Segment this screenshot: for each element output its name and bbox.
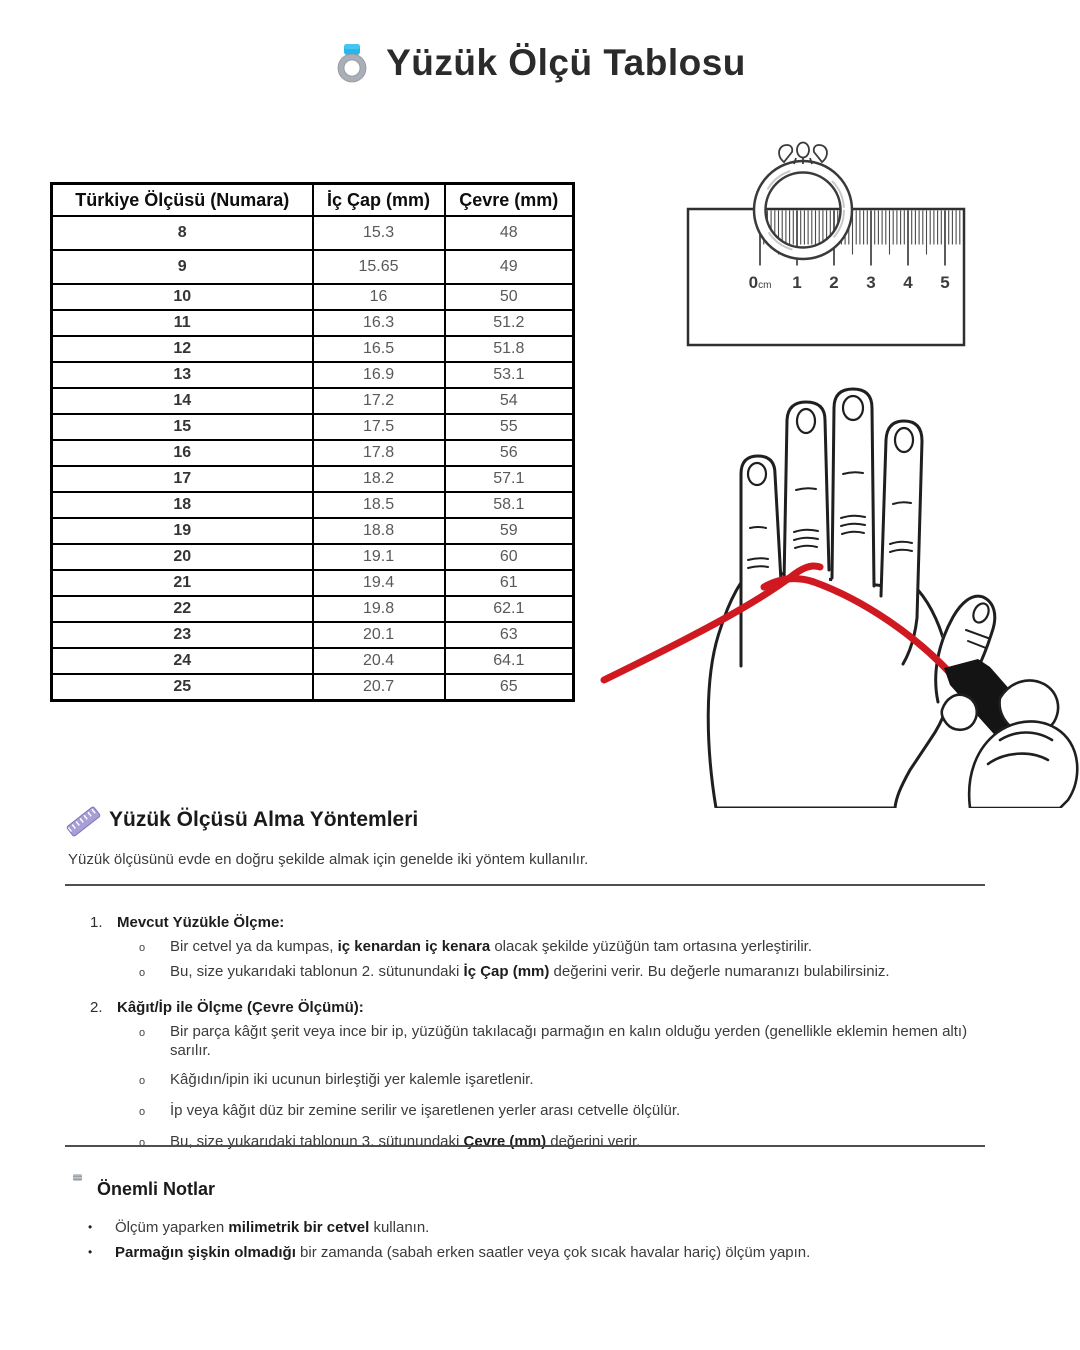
- size-number-cell: 25: [52, 674, 313, 701]
- notes-list: [88, 1218, 1008, 1268]
- method-bullet: o Bir parça kâğıt şerit veya ince bir ip, yüzüğün takılacağı parmağın en kalın olduğu yerden (genellikle eklemin hemen altı) sarılır.: [139, 1023, 968, 1059]
- table-row: [52, 570, 574, 596]
- ring-on-ruler-illustration: [680, 128, 1070, 358]
- note-bullet: • Ölçüm yaparken milimetrik bir cetvel kullanın.: [88, 1219, 430, 1236]
- size-number-cell: 19: [52, 518, 313, 544]
- table-row: [52, 596, 574, 622]
- circumference-cell: 59: [445, 518, 574, 544]
- size-number-cell: 10: [52, 284, 313, 310]
- circumference-cell: 55: [445, 414, 574, 440]
- svg-text:4: 4: [903, 273, 913, 292]
- circumference-cell: 48: [445, 216, 574, 250]
- notes-heading: Önemli Notlar: [97, 1178, 216, 1199]
- size-number-cell: 13: [52, 362, 313, 388]
- page-title-bar: [0, 42, 1080, 84]
- inner-diameter-cell: 18.2: [313, 466, 445, 492]
- methods-heading-row: [68, 805, 418, 835]
- table-row: [52, 310, 574, 336]
- col-header-size: Türkiye Ölçüsü (Numara): [52, 184, 313, 217]
- method-bullet: o İp veya kâğıt düz bir zemine serilir ve işaretlenen yerler arası cetvelle ölçülür.: [139, 1102, 681, 1119]
- inner-diameter-cell: 19.8: [313, 596, 445, 622]
- circumference-cell: 54: [445, 388, 574, 414]
- size-table-body: [52, 216, 574, 701]
- size-number-cell: 17: [52, 466, 313, 492]
- size-number-cell: 8: [52, 216, 313, 250]
- inner-diameter-cell: 16.9: [313, 362, 445, 388]
- table-row: [52, 250, 574, 284]
- table-row: [52, 284, 574, 310]
- method-item: [90, 914, 990, 983]
- svg-text:5: 5: [940, 273, 950, 292]
- table-row: [52, 336, 574, 362]
- inner-diameter-cell: 20.1: [313, 622, 445, 648]
- svg-text:1: 1: [792, 273, 802, 292]
- circumference-cell: 63: [445, 622, 574, 648]
- col-header-inner-diameter: İç Çap (mm): [313, 184, 445, 217]
- circumference-cell: 61: [445, 570, 574, 596]
- table-row: [52, 518, 574, 544]
- note-bullet: • Parmağın şişkin olmadığı bir zamanda (sabah erken saatler veya çok sıcak havalar hariç) ölçüm yapın.: [88, 1244, 811, 1261]
- size-number-cell: 12: [52, 336, 313, 362]
- size-number-cell: 14: [52, 388, 313, 414]
- circumference-cell: 56: [445, 440, 574, 466]
- circumference-cell: 49: [445, 250, 574, 284]
- method-title: 2. Kâğıt/İp ile Ölçme (Çevre Ölçümü):: [90, 999, 364, 1016]
- circumference-cell: 60: [445, 544, 574, 570]
- circumference-cell: 57.1: [445, 466, 574, 492]
- circumference-cell: 50: [445, 284, 574, 310]
- inner-diameter-cell: 19.4: [313, 570, 445, 596]
- table-header-row: [52, 184, 574, 217]
- method-bullet: o Bu, size yukarıdaki tablonun 3. sütunundaki Çevre (mm) değerini verir.: [139, 1133, 641, 1150]
- inner-diameter-cell: 17.5: [313, 414, 445, 440]
- methods-heading: Yüzük Ölçüsü Alma Yöntemleri: [109, 808, 419, 831]
- col-header-circumference: Çevre (mm): [445, 184, 574, 217]
- lightbulb-icon: [68, 1176, 86, 1202]
- page-title: Yüzük Ölçü Tablosu: [386, 42, 746, 83]
- notes-heading-row: [68, 1176, 215, 1202]
- methods-intro: Yüzük ölçüsünü evde en doğru şekilde almak için genelde iki yöntem kullanılır.: [68, 851, 589, 868]
- svg-text:3: 3: [866, 273, 876, 292]
- inner-diameter-cell: 18.8: [313, 518, 445, 544]
- inner-diameter-cell: 20.4: [313, 648, 445, 674]
- circumference-cell: 62.1: [445, 596, 574, 622]
- table-row: [52, 622, 574, 648]
- section-divider: [65, 884, 985, 886]
- table-row: [52, 648, 574, 674]
- size-number-cell: 22: [52, 596, 313, 622]
- method-title: 1. Mevcut Yüzükle Ölçme:: [90, 914, 285, 931]
- size-number-cell: 15: [52, 414, 313, 440]
- table-row: [52, 544, 574, 570]
- inner-diameter-cell: 20.7: [313, 674, 445, 701]
- circumference-cell: 58.1: [445, 492, 574, 518]
- circumference-cell: 51.8: [445, 336, 574, 362]
- size-number-cell: 20: [52, 544, 313, 570]
- size-number-cell: 24: [52, 648, 313, 674]
- table-row: [52, 388, 574, 414]
- gripping-hand: [942, 680, 1078, 808]
- table-row: [52, 216, 574, 250]
- method-bullet: o Bu, size yukarıdaki tablonun 2. sütunundaki İç Çap (mm) değerini verir. Bu değerle numaranızı bulabilirsiniz.: [139, 963, 890, 980]
- inner-diameter-cell: 15.65: [313, 250, 445, 284]
- hand-with-string-illustration: [600, 368, 1080, 808]
- circumference-cell: 64.1: [445, 648, 574, 674]
- svg-text:0cm: 0cm: [748, 273, 772, 292]
- inner-diameter-cell: 15.3: [313, 216, 445, 250]
- inner-diameter-cell: 17.8: [313, 440, 445, 466]
- size-number-cell: 23: [52, 622, 313, 648]
- table-row: [52, 362, 574, 388]
- table-row: [52, 492, 574, 518]
- size-number-cell: 18: [52, 492, 313, 518]
- inner-diameter-cell: 16: [313, 284, 445, 310]
- inner-diameter-cell: 16.3: [313, 310, 445, 336]
- svg-text:2: 2: [829, 273, 839, 292]
- inner-diameter-cell: 19.1: [313, 544, 445, 570]
- method-bullet: o Bir cetvel ya da kumpas, iç kenardan iç kenara olacak şekilde yüzüğün tam ortasına yerleştirilir.: [139, 938, 812, 955]
- ring-icon: [334, 42, 370, 84]
- inner-diameter-cell: 18.5: [313, 492, 445, 518]
- ruler-icon: [68, 805, 98, 835]
- circumference-cell: 53.1: [445, 362, 574, 388]
- methods-list: [90, 914, 990, 1169]
- size-number-cell: 21: [52, 570, 313, 596]
- inner-diameter-cell: 16.5: [313, 336, 445, 362]
- size-number-cell: 11: [52, 310, 313, 336]
- table-row: [52, 466, 574, 492]
- circumference-cell: 51.2: [445, 310, 574, 336]
- table-row: [52, 674, 574, 701]
- method-item: [90, 999, 990, 1153]
- inner-diameter-cell: 17.2: [313, 388, 445, 414]
- section-divider: [65, 1145, 985, 1147]
- ring-size-table: [50, 182, 575, 702]
- table-row: [52, 414, 574, 440]
- method-bullet: o Kâğıdın/ipin iki ucunun birleştiği yer kalemle işaretlenir.: [139, 1071, 534, 1088]
- ring-crown: [779, 143, 827, 165]
- table-row: [52, 440, 574, 466]
- size-number-cell: 9: [52, 250, 313, 284]
- circumference-cell: 65: [445, 674, 574, 701]
- size-number-cell: 16: [52, 440, 313, 466]
